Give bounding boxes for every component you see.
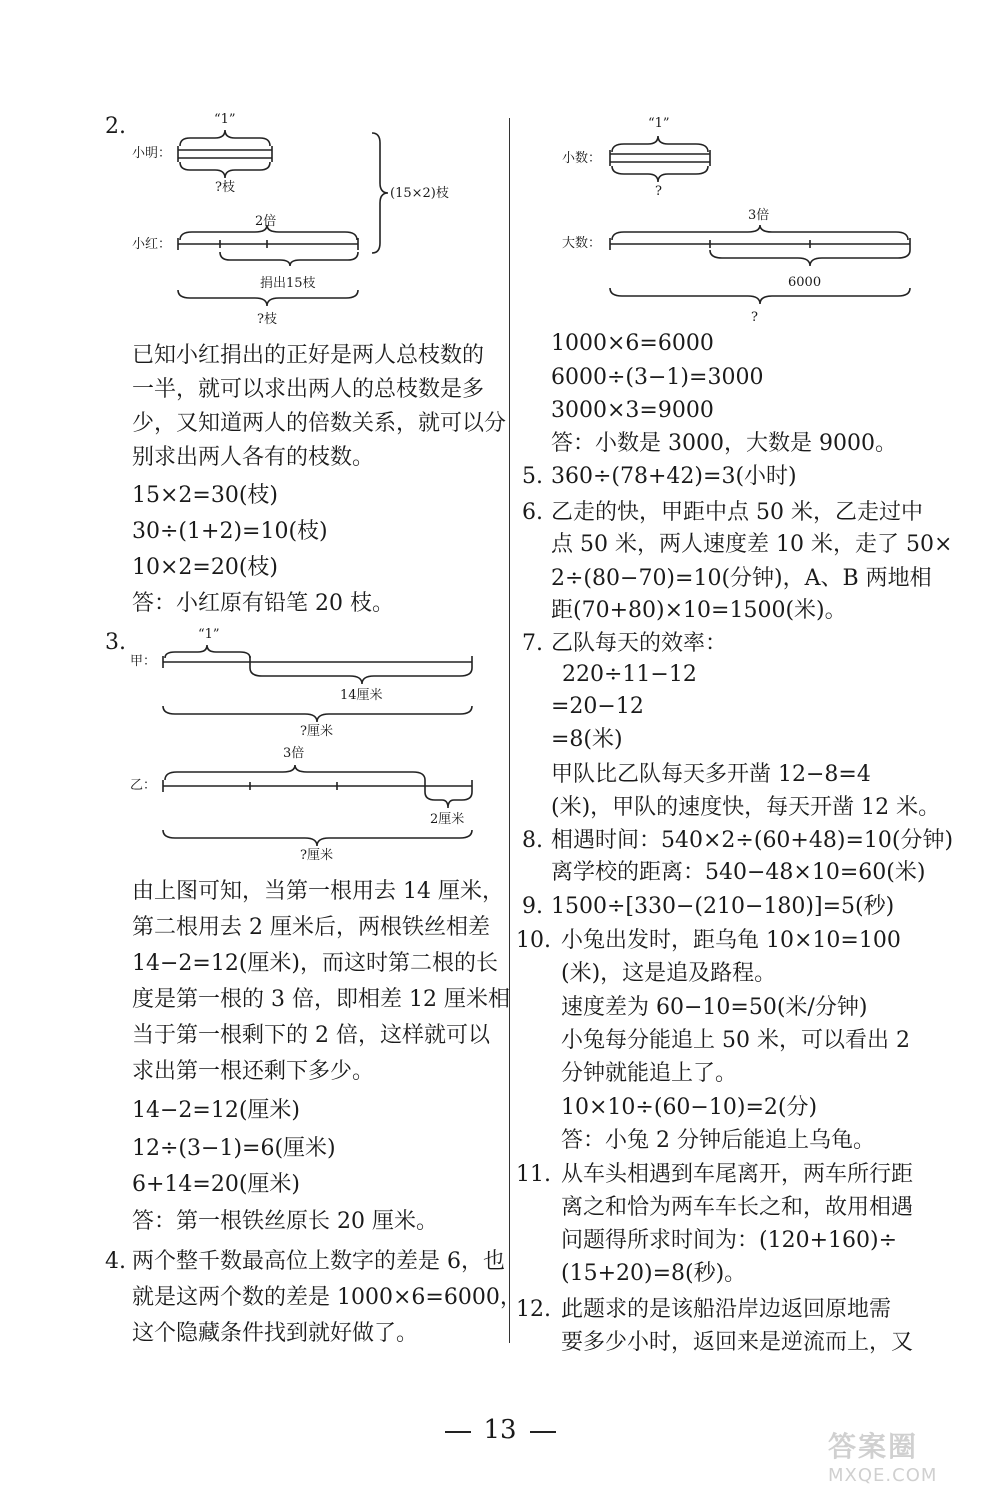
q7-number: 7. bbox=[522, 631, 543, 656]
q2-label-donate: 捐出15枝 bbox=[260, 276, 316, 291]
q11-line-3: 问题得所求时间为：(120+160)÷ bbox=[561, 1228, 898, 1253]
q11-line-2: 离之和恰为两车车长之和，故用相遇 bbox=[561, 1195, 914, 1220]
watermark-url: MXQE.COM bbox=[828, 1465, 938, 1486]
q3-line-3: 14−2=12(厘米)，而这时第二根的长 bbox=[132, 951, 499, 976]
q3-label-triple: 3倍 bbox=[283, 746, 305, 761]
q2-number: 2. bbox=[105, 114, 126, 139]
q10-line-7: 答：小兔 2 分钟后能追上乌龟。 bbox=[561, 1128, 875, 1153]
q3-brace-triple bbox=[165, 765, 425, 780]
q3-label-yi: 乙： bbox=[130, 778, 157, 793]
r-q4-line-3: 3000×3=9000 bbox=[551, 398, 714, 423]
r-q4-line-4: 答：小数是 3000，大数是 9000。 bbox=[551, 431, 897, 456]
q10-line-5: 分钟就能追上了。 bbox=[561, 1061, 738, 1086]
q2-line-3: 少，又知道两人的倍数关系，就可以分 bbox=[132, 411, 507, 436]
q11-line-4: (15+20)=8(秒)。 bbox=[561, 1261, 747, 1286]
q3-line-2: 第二根用去 2 厘米后，两根铁丝相差 bbox=[132, 915, 490, 940]
r-label-one: “1” bbox=[648, 116, 670, 131]
q4-line-3: 这个隐藏条件找到就好做了。 bbox=[132, 1321, 419, 1346]
q9-number: 9. bbox=[522, 894, 543, 919]
q3-label-14cm: 14厘米 bbox=[340, 688, 383, 703]
q2-big-brace bbox=[372, 133, 388, 253]
r-brace-triple bbox=[612, 225, 908, 240]
q2-line-8: 答：小红原有铅笔 20 枝。 bbox=[132, 591, 394, 616]
q7-line-3: =20−12 bbox=[551, 694, 644, 719]
q3-line-4: 度是第一根的 3 倍，即相差 12 厘米相 bbox=[132, 987, 510, 1012]
q6-line-2: 点 50 米，两人速度差 10 米，走了 50× bbox=[551, 532, 953, 557]
q2-label-xh-q: ?枝 bbox=[257, 312, 277, 327]
q3-line-9: 6+14=20(厘米) bbox=[132, 1172, 301, 1197]
q2-label-one: “1” bbox=[214, 112, 236, 127]
q6-line-3: 2÷(80−70)=10(分钟)，A、B 两地相 bbox=[551, 566, 932, 591]
q8-line-1: 相遇时间：540×2÷(60+48)=10(分钟) bbox=[551, 828, 954, 853]
r-label-big: 大数： bbox=[562, 236, 602, 251]
q3-line-6: 求出第一根还剩下多少。 bbox=[132, 1059, 375, 1084]
q8-number: 8. bbox=[522, 828, 543, 853]
q2-brace-total bbox=[178, 290, 358, 306]
q2-line-6: 30÷(1+2)=10(枝) bbox=[132, 519, 328, 544]
q2-label-xh: 小红： bbox=[132, 237, 172, 252]
q7-line-5: 甲队比乙队每天多开凿 12−8=4 bbox=[551, 762, 871, 787]
r-label-q-small: ? bbox=[655, 184, 662, 199]
q2-line-5: 15×2=30(枝) bbox=[132, 483, 279, 508]
r-brace-top bbox=[612, 136, 708, 152]
watermark-logo bbox=[828, 1425, 978, 1486]
q3-line-5: 当于第一根剩下的 2 倍，这样就可以 bbox=[132, 1023, 490, 1048]
q7-line-4: =8(米) bbox=[551, 727, 623, 752]
q3-brace-jia-total bbox=[163, 706, 472, 722]
q10-number: 10. bbox=[516, 928, 551, 953]
q7-line-6: (米)，甲队的速度快，每天开凿 12 米。 bbox=[551, 795, 941, 820]
q11-line-1: 从车头相遇到车尾离开，两车所行距 bbox=[561, 1162, 914, 1187]
q4-line-1: 两个整千数最高位上数字的差是 6，也 bbox=[132, 1249, 505, 1274]
r-q4-line-2: 6000÷(3−1)=3000 bbox=[551, 365, 764, 390]
q3-line-8: 12÷(3−1)=6(厘米) bbox=[132, 1136, 336, 1161]
q4-line-2: 就是这两个数的差是 1000×6=6000， bbox=[132, 1285, 522, 1310]
q2-line-1: 已知小红捐出的正好是两人总枝数的 bbox=[132, 343, 485, 368]
q3-label-2cm: 2厘米 bbox=[430, 812, 465, 827]
q3-label-jia: 甲： bbox=[130, 654, 157, 669]
q3-label-q2: ?厘米 bbox=[300, 848, 333, 863]
q10-line-6: 10×10÷(60−10)=2(分) bbox=[561, 1095, 818, 1120]
q9-line-1: 1500÷[330−(210−180)]=5(秒) bbox=[551, 894, 895, 919]
r-brace-total bbox=[610, 288, 910, 304]
q10-line-4: 小兔每分能追上 50 米，可以看出 2 bbox=[561, 1028, 910, 1053]
watermark-title: 答案圈 bbox=[828, 1430, 919, 1463]
r-label-q-big: ? bbox=[751, 310, 758, 325]
q6-number: 6. bbox=[522, 500, 543, 525]
q2-label-total: (15×2)枝 bbox=[390, 186, 449, 201]
q3-brace-top bbox=[165, 645, 250, 658]
q10-line-1: 小兔出发时，距乌龟 10×10=100 bbox=[561, 928, 901, 953]
q3-line-1: 由上图可知，当第一根用去 14 厘米， bbox=[132, 879, 504, 904]
q12-line-1: 此题求的是该船沿岸边返回原地需 bbox=[561, 1297, 892, 1322]
r-label-6000: 6000 bbox=[788, 275, 822, 290]
q2-brace-donate bbox=[220, 252, 358, 266]
q7-line-2: 220÷11−12 bbox=[562, 662, 697, 687]
q2-label-xm-q: ?枝 bbox=[215, 180, 235, 195]
r-brace-small-bottom bbox=[612, 166, 708, 182]
page-number: 13 bbox=[483, 1415, 517, 1445]
q3-brace-yi-total bbox=[163, 830, 472, 846]
q10-line-3: 速度差为 60−10=50(米/分钟) bbox=[561, 995, 868, 1020]
r-brace-6000 bbox=[710, 250, 910, 266]
q6-line-4: 距(70+80)×10=1500(米)。 bbox=[551, 598, 847, 623]
q3-line-7: 14−2=12(厘米) bbox=[132, 1098, 301, 1123]
q3-line-10: 答：第一根铁丝原长 20 厘米。 bbox=[132, 1209, 438, 1234]
q2-line-4: 别求出两人各有的枝数。 bbox=[132, 445, 375, 470]
q2-label-double: 2倍 bbox=[255, 214, 277, 229]
q2-brace-top bbox=[180, 130, 270, 146]
q12-number: 12. bbox=[516, 1297, 551, 1322]
q4-number: 4. bbox=[105, 1249, 126, 1274]
page-number-dash-right bbox=[530, 1431, 556, 1433]
q2-brace-xm-bottom bbox=[180, 162, 270, 178]
q12-line-2: 要多少小时，返回来是逆流而上，又 bbox=[561, 1330, 914, 1355]
q10-line-2: (米)，这是追及路程。 bbox=[561, 961, 777, 986]
q2-line-7: 10×2=20(枝) bbox=[132, 555, 279, 580]
q5-line-1: 360÷(78+42)=3(小时) bbox=[551, 464, 797, 489]
q3-brace-2cm bbox=[425, 792, 472, 808]
r-q4-line-1: 1000×6=6000 bbox=[551, 331, 714, 356]
q8-line-2: 离学校的距离：540−48×10=60(米) bbox=[551, 860, 926, 885]
q2-line-2: 一半，就可以求出两人的总枝数是多 bbox=[132, 377, 485, 402]
q7-line-1: 乙队每天的效率： bbox=[551, 631, 728, 656]
q3-brace-14 bbox=[250, 668, 472, 684]
q11-number: 11. bbox=[516, 1162, 551, 1187]
q2-label-xm: 小明： bbox=[132, 146, 172, 161]
q3-number: 3. bbox=[105, 630, 126, 655]
r-label-triple: 3倍 bbox=[748, 208, 770, 223]
q6-line-1: 乙走的快，甲距中点 50 米，乙走过中 bbox=[551, 500, 923, 525]
q3-label-one: “1” bbox=[198, 627, 220, 642]
q5-number: 5. bbox=[522, 464, 543, 489]
r-label-small: 小数： bbox=[562, 151, 602, 166]
q3-label-q1: ?厘米 bbox=[300, 724, 333, 739]
